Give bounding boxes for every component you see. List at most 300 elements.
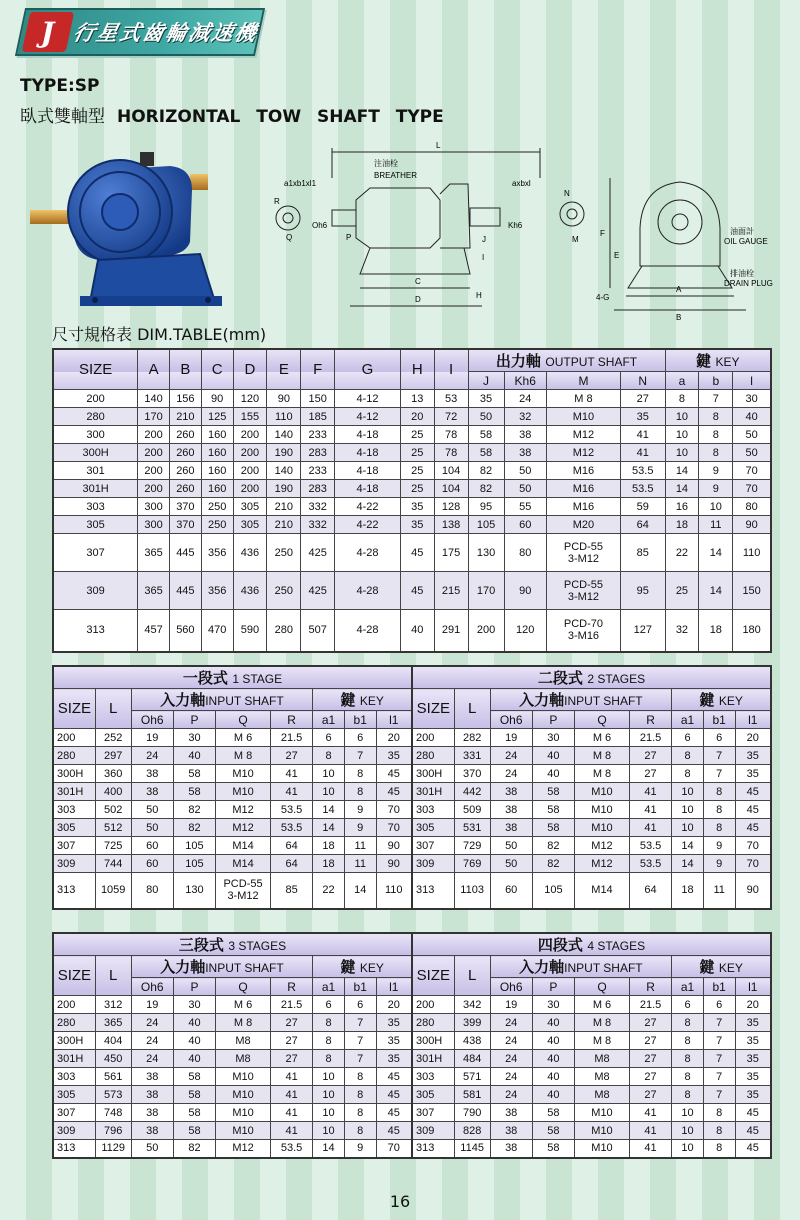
table-cell: 502 [95, 801, 131, 819]
table-row [53, 765, 771, 783]
table-cell: 561 [95, 1068, 131, 1086]
table-row [53, 1140, 771, 1158]
table-cell: 41 [629, 1104, 671, 1122]
table-cell: 130 [173, 873, 215, 909]
table-cell: 27 [270, 747, 312, 765]
table-cell: M12 [546, 426, 620, 444]
table-cell: 80 [733, 498, 771, 516]
table-cell: 10 [672, 783, 704, 801]
table-cell: 8 [313, 1014, 345, 1032]
table-cell: 571 [454, 1068, 490, 1086]
col-E: E [267, 349, 301, 390]
table-cell: 80 [504, 534, 546, 572]
table-cell: 233 [301, 426, 335, 444]
table-cell: 11 [344, 837, 376, 855]
table-cell: 53.5 [629, 855, 671, 873]
table-cell: 24 [490, 765, 532, 783]
table-cell: 180 [733, 610, 771, 652]
table-cell: 8 [703, 1122, 735, 1140]
col-C: C [201, 349, 233, 390]
table-row [53, 819, 771, 837]
table-cell: 309 [53, 572, 138, 610]
table-cell: 35 [376, 747, 412, 765]
stage2-col-Q: Q [575, 711, 630, 729]
table-cell: 24 [504, 390, 546, 408]
table-cell: 200 [233, 462, 267, 480]
table-cell: 58 [173, 783, 215, 801]
col-I: I [434, 349, 468, 390]
table-cell: 8 [672, 1050, 704, 1068]
table-cell: M12 [216, 1140, 271, 1158]
table-cell: 9 [699, 480, 733, 498]
table-cell: 35 [621, 408, 665, 426]
table-cell: 8 [703, 801, 735, 819]
stage1-input-shaft [131, 689, 313, 711]
table-row [53, 1122, 771, 1140]
stage3-zh: 三段式 [178, 937, 224, 954]
table-cell: 82 [532, 855, 574, 873]
table-cell: 41 [629, 783, 671, 801]
table-cell: 10 [313, 1104, 345, 1122]
table-cell: 332 [301, 516, 335, 534]
stage2-col-R: R [629, 711, 671, 729]
table-cell: 425 [301, 572, 335, 610]
table-cell: 1129 [95, 1140, 131, 1158]
type-subtitle [20, 102, 444, 127]
table-cell: 14 [699, 572, 733, 610]
table-cell: 140 [138, 390, 170, 408]
table-cell: M 6 [575, 729, 630, 747]
table-cell: 200 [53, 729, 95, 747]
table-cell: M16 [546, 498, 620, 516]
table-cell: 190 [267, 480, 301, 498]
table-cell: 20 [376, 996, 412, 1014]
table-cell: 60 [504, 516, 546, 534]
table-cell: 27 [270, 1032, 312, 1050]
table-cell: 40 [532, 765, 574, 783]
table-cell: 20 [376, 729, 412, 747]
table-cell: 64 [621, 516, 665, 534]
table-cell: M10 [216, 765, 271, 783]
label-a1b1l1: a1xb1xl1 [284, 179, 317, 188]
table-cell: 25 [400, 480, 434, 498]
stage4-key-en: KEY [718, 961, 743, 975]
table-cell: 790 [454, 1104, 490, 1122]
table-cell: 301H [412, 1050, 454, 1068]
table-cell: 150 [733, 572, 771, 610]
label-C: C [415, 277, 421, 286]
table-cell: 21.5 [270, 729, 312, 747]
stage2-col-l1: l1 [735, 711, 771, 729]
table-cell: 38 [131, 783, 173, 801]
table-cell: 45 [735, 1140, 771, 1158]
table-cell: 38 [490, 1104, 532, 1122]
table-cell: 1103 [454, 873, 490, 909]
table-cell: 50 [131, 1140, 173, 1158]
stage4-key [672, 956, 771, 978]
table-cell: 64 [270, 855, 312, 873]
table-cell: 313 [53, 610, 138, 652]
table-cell: M 6 [575, 996, 630, 1014]
col-J: J [468, 372, 504, 390]
table-cell: M10 [575, 801, 630, 819]
label-Kh6: Kh6 [508, 221, 523, 230]
table-cell: 38 [131, 765, 173, 783]
table-cell: 50 [733, 444, 771, 462]
table-cell: 280 [53, 408, 138, 426]
table-cell: 58 [532, 819, 574, 837]
table-cell: M10 [216, 1104, 271, 1122]
table-cell: 301H [53, 1050, 95, 1068]
table-cell: 50 [468, 408, 504, 426]
table-cell: 200 [138, 480, 170, 498]
table-cell: 27 [629, 1050, 671, 1068]
table-cell: 40 [733, 408, 771, 426]
table-cell: 8 [672, 1068, 704, 1086]
table-cell: 58 [173, 1086, 215, 1104]
table-cell: 442 [454, 783, 490, 801]
table-cell: 10 [672, 1122, 704, 1140]
key-header [665, 349, 771, 372]
stage3-key-zh: 鍵 [340, 959, 356, 976]
table-cell: 190 [267, 444, 301, 462]
stage4-col-Q: Q [575, 978, 630, 996]
table-cell: 6 [672, 729, 704, 747]
brand-logo [15, 8, 265, 56]
table-cell: 200 [138, 462, 170, 480]
table-cell: 305 [233, 516, 267, 534]
table-cell: 8 [665, 390, 699, 408]
stage2-key-zh: 鍵 [699, 692, 715, 709]
label-G: 4-G [596, 293, 610, 302]
table-cell: 8 [703, 1104, 735, 1122]
table-cell: 60 [131, 855, 173, 873]
table-cell: 58 [532, 1140, 574, 1158]
table-cell: 301H [53, 783, 95, 801]
table-cell: 50 [131, 801, 173, 819]
col-size: SIZE [53, 349, 138, 390]
table-cell: 10 [672, 801, 704, 819]
table-cell: 50 [733, 426, 771, 444]
table-cell: 7 [703, 765, 735, 783]
table-cell: 303 [53, 801, 95, 819]
table-cell: 35 [376, 1032, 412, 1050]
table-row [53, 837, 771, 855]
table-cell: 35 [735, 1068, 771, 1086]
output-shaft-header [468, 349, 665, 372]
table-cell: 9 [344, 1140, 376, 1158]
table-cell: 38 [131, 1104, 173, 1122]
table-cell: 82 [468, 462, 504, 480]
table-cell: 305 [53, 516, 138, 534]
table-cell: 280 [412, 1014, 454, 1032]
table-cell: 8 [672, 747, 704, 765]
stage2-key-en: KEY [718, 694, 743, 708]
table-row [53, 873, 771, 909]
stage1-col-l1: l1 [376, 711, 412, 729]
table-cell: 305 [233, 498, 267, 516]
table-cell: 82 [173, 819, 215, 837]
table-cell: 82 [532, 837, 574, 855]
stage4-key-zh: 鍵 [699, 959, 715, 976]
table-cell: 38 [131, 1086, 173, 1104]
table-cell: 8 [313, 747, 345, 765]
table-cell: 250 [201, 516, 233, 534]
table-cell: 105 [173, 837, 215, 855]
table-cell: 313 [53, 1140, 95, 1158]
table-row [53, 996, 771, 1014]
table-cell: 41 [629, 1122, 671, 1140]
table-cell: 200 [53, 996, 95, 1014]
table-cell: M 8 [575, 1032, 630, 1050]
table-cell: 130 [468, 534, 504, 572]
table-cell: 38 [490, 1140, 532, 1158]
table-cell: 110 [376, 873, 412, 909]
table-cell: 58 [532, 1104, 574, 1122]
table-cell: 53.5 [629, 837, 671, 855]
table-cell: 20 [400, 408, 434, 426]
table-cell: 10 [672, 819, 704, 837]
table-cell: 45 [735, 801, 771, 819]
table-cell: 18 [699, 610, 733, 652]
table-cell: 128 [434, 498, 468, 516]
table-cell: 8 [672, 1032, 704, 1050]
stage2-en: 2 STAGES [587, 672, 646, 686]
col-G: G [335, 349, 401, 390]
table-row [53, 498, 771, 516]
table-cell: 303 [412, 801, 454, 819]
table-cell: 300H [412, 1032, 454, 1050]
table-cell: 7 [344, 1050, 376, 1068]
table-cell: 45 [735, 1122, 771, 1140]
label-M: M [572, 235, 579, 244]
table-cell: 38 [490, 783, 532, 801]
table-cell: 45 [376, 1068, 412, 1086]
table-row [53, 783, 771, 801]
table-cell: 7 [344, 1014, 376, 1032]
table-cell: M8 [216, 1032, 271, 1050]
label-oil-gauge: OIL GAUGE [724, 237, 768, 246]
table-cell: 110 [733, 534, 771, 572]
table-cell: 8 [344, 1068, 376, 1086]
table-row [53, 572, 771, 610]
table-cell: 260 [169, 462, 201, 480]
table-cell: 370 [169, 516, 201, 534]
table-cell: 140 [267, 426, 301, 444]
table-cell: 160 [201, 462, 233, 480]
stage3-key-en: KEY [359, 961, 384, 975]
table-cell: 50 [504, 480, 546, 498]
table-cell: 38 [490, 819, 532, 837]
col-M: M [546, 372, 620, 390]
table-cell: 22 [313, 873, 345, 909]
stage2-col-b1: b1 [703, 711, 735, 729]
col-D: D [233, 349, 267, 390]
table-cell: 370 [454, 765, 490, 783]
table-cell: 45 [735, 783, 771, 801]
table-cell: M16 [546, 480, 620, 498]
table-cell: 215 [434, 572, 468, 610]
table-cell: 4-18 [335, 480, 401, 498]
table-cell: 10 [672, 1140, 704, 1158]
stage3-col-P: P [173, 978, 215, 996]
table-cell: 40 [532, 1086, 574, 1104]
table-cell: 45 [735, 819, 771, 837]
table-cell: 303 [53, 1068, 95, 1086]
table-cell: 85 [621, 534, 665, 572]
table-cell: 90 [201, 390, 233, 408]
table-cell: 4-18 [335, 426, 401, 444]
table-cell: 8 [344, 765, 376, 783]
table-cell: 8 [344, 1086, 376, 1104]
table-cell: 9 [344, 819, 376, 837]
subtitle-en: HORIZONTAL TOW SHAFT TYPE [117, 107, 444, 127]
table-cell: 4-28 [335, 572, 401, 610]
table-cell: 90 [267, 390, 301, 408]
table-cell: 356 [201, 572, 233, 610]
table-cell: 7 [699, 390, 733, 408]
table-cell: 41 [621, 426, 665, 444]
table-cell: 8 [703, 819, 735, 837]
table-cell: 160 [201, 444, 233, 462]
table-cell: 260 [169, 426, 201, 444]
stage4-col-L: L [454, 956, 490, 996]
table-cell: 512 [95, 819, 131, 837]
table-row [53, 480, 771, 498]
table-cell: 19 [131, 729, 173, 747]
table-cell: 58 [532, 801, 574, 819]
stage1-col-Oh6: Oh6 [131, 711, 173, 729]
table-cell: M20 [546, 516, 620, 534]
table-cell: 7 [344, 1032, 376, 1050]
table-row [53, 1086, 771, 1104]
label-J: J [482, 235, 486, 244]
table-cell: 13 [400, 390, 434, 408]
table-cell: 4-22 [335, 498, 401, 516]
table-cell: M12 [575, 837, 630, 855]
stage1-key-en: KEY [359, 694, 384, 708]
table-cell: 18 [672, 873, 704, 909]
table-cell: 301 [53, 462, 138, 480]
table-cell: 78 [434, 444, 468, 462]
table-cell: 450 [95, 1050, 131, 1068]
table-row [53, 408, 771, 426]
table-cell: 16 [665, 498, 699, 516]
table-cell: M10 [216, 1086, 271, 1104]
table-cell: 457 [138, 610, 170, 652]
table-cell: 445 [169, 534, 201, 572]
table-cell: 24 [490, 1068, 532, 1086]
table-cell: 581 [454, 1086, 490, 1104]
col-l: l [733, 372, 771, 390]
table-cell: 41 [629, 1140, 671, 1158]
table-cell: 70 [733, 462, 771, 480]
label-A: A [676, 285, 682, 294]
table-row [53, 747, 771, 765]
table-cell: 200 [412, 729, 454, 747]
stage2-input-en: INPUT SHAFT [564, 694, 643, 708]
label-breather: BREATHER [374, 171, 417, 180]
subtitle-zh: 臥式雙軸型 [20, 107, 105, 127]
table-cell: 156 [169, 390, 201, 408]
table-cell: 8 [703, 783, 735, 801]
table-cell: 283 [301, 444, 335, 462]
table-cell: 160 [201, 426, 233, 444]
table-cell: 200 [412, 996, 454, 1014]
stage1-input-zh: 入力軸 [160, 692, 206, 709]
table-cell: 82 [173, 801, 215, 819]
table-cell: 470 [201, 610, 233, 652]
table-cell: 313 [412, 1140, 454, 1158]
table-cell: 10 [313, 1068, 345, 1086]
table-cell: M8 [575, 1086, 630, 1104]
table-cell: 150 [301, 390, 335, 408]
table-cell: 283 [301, 480, 335, 498]
table-cell: M10 [216, 1122, 271, 1140]
type-label: TYPE:SP [20, 76, 100, 96]
stage1-key-zh: 鍵 [340, 692, 356, 709]
stage4-input-en: INPUT SHAFT [564, 961, 643, 975]
table-cell: 35 [735, 1032, 771, 1050]
stage-3-4-table [52, 932, 772, 1159]
table-cell: 309 [53, 855, 95, 873]
table-cell: 8 [344, 783, 376, 801]
table-cell: 90 [733, 516, 771, 534]
table-cell: 769 [454, 855, 490, 873]
table-cell: 300 [53, 426, 138, 444]
table-cell: 41 [270, 783, 312, 801]
table-cell: M12 [546, 444, 620, 462]
output-shaft-zh: 出力軸 [495, 353, 541, 370]
col-b: b [699, 372, 733, 390]
table-cell: 18 [313, 837, 345, 855]
table-cell: 300 [138, 516, 170, 534]
table-cell: 307 [412, 1104, 454, 1122]
label-Q: Q [286, 233, 293, 242]
dimension-drawing [250, 138, 790, 323]
table-cell: 120 [504, 610, 546, 652]
table-cell: 252 [95, 729, 131, 747]
table-cell: 309 [412, 1122, 454, 1140]
table-cell: 53.5 [621, 462, 665, 480]
table-cell: 7 [703, 1014, 735, 1032]
table-row [53, 729, 771, 747]
logo-text: 行星式齒輪減速機 [71, 21, 261, 45]
table-cell: 40 [400, 610, 434, 652]
stage3-title [53, 933, 412, 956]
stage-1-2-table [52, 665, 772, 910]
table-cell: 8 [672, 765, 704, 783]
table-cell: M8 [216, 1050, 271, 1068]
table-cell: 210 [169, 408, 201, 426]
stage3-col-Oh6: Oh6 [131, 978, 173, 996]
stage4-col-Oh6: Oh6 [490, 978, 532, 996]
table-cell: 50 [490, 855, 532, 873]
table-cell: 80 [131, 873, 173, 909]
table-cell: 90 [376, 837, 412, 855]
table-cell: 250 [201, 498, 233, 516]
table-cell: M12 [216, 801, 271, 819]
table-cell: 35 [376, 1014, 412, 1032]
table-cell: 4-12 [335, 390, 401, 408]
table-row [53, 1032, 771, 1050]
table-cell: 9 [703, 855, 735, 873]
stage3-col-Q: Q [216, 978, 271, 996]
table-cell: 105 [173, 855, 215, 873]
table-cell: 590 [233, 610, 267, 652]
table-cell: 45 [400, 572, 434, 610]
table-cell: 307 [53, 837, 95, 855]
